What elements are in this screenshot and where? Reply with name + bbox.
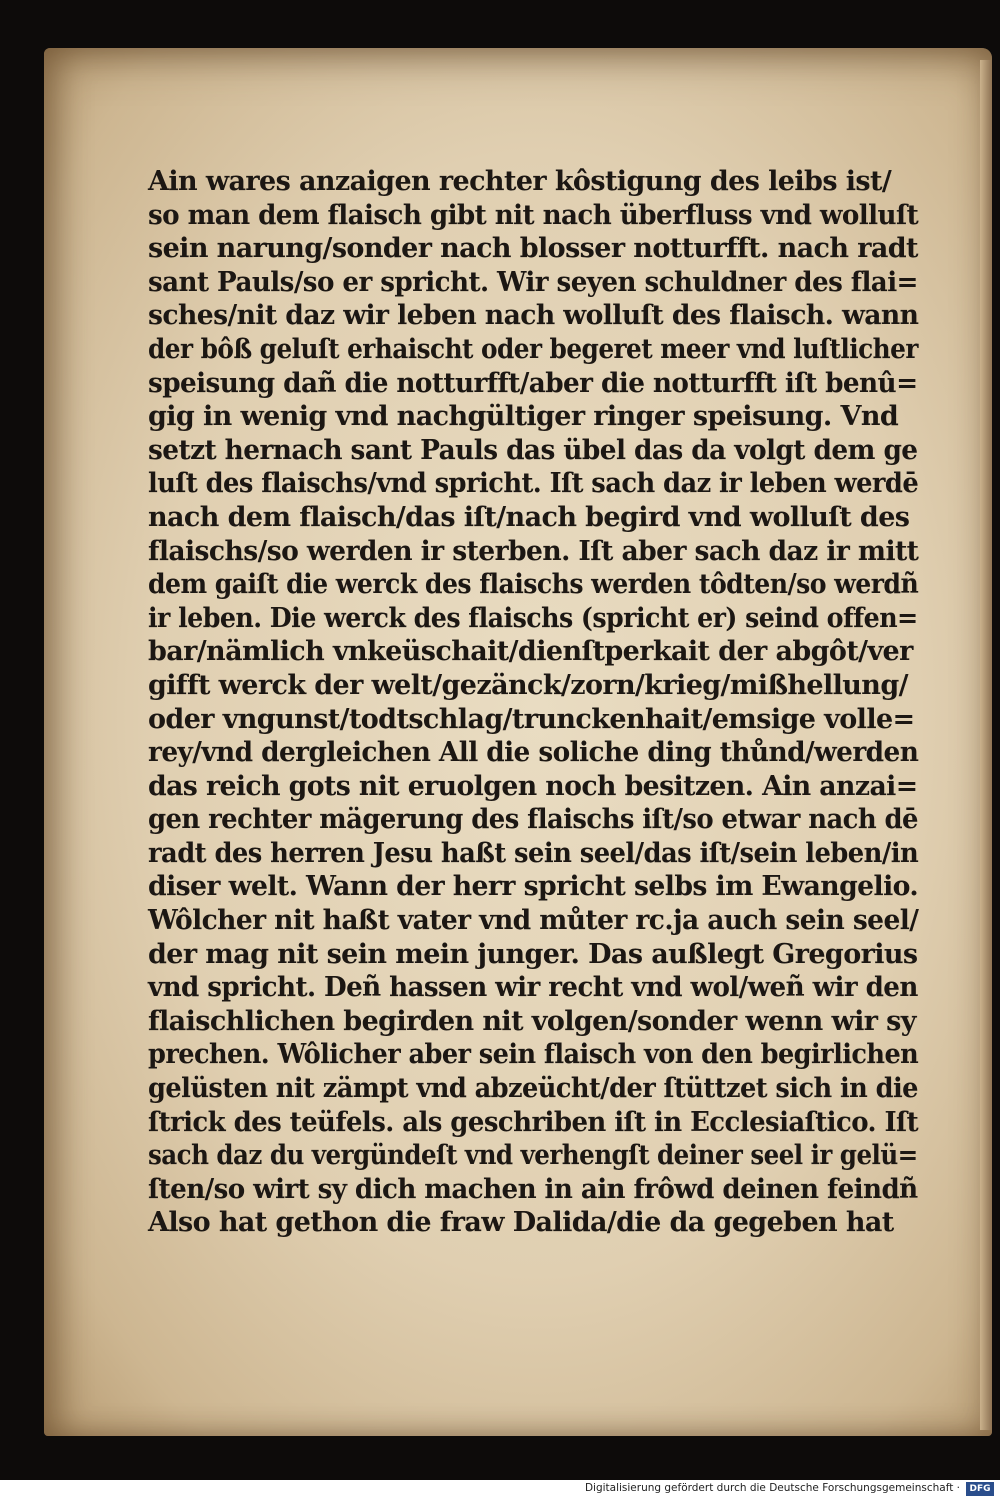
text-line: dem gaiſt die werck des flaischs werden tôdten/so werdñ <box>148 569 919 601</box>
text-line: Wôlcher nit haßt vater vnd můter rc.ja auch sein seel/ <box>148 905 919 937</box>
text-line: gig in wenig vnd nachgültiger ringer speisung. Vnd <box>148 401 899 433</box>
text-line: sach daz du vergündeſt vnd verhengſt deiner seel ir gelü= <box>148 1140 918 1172</box>
text-line: gen rechter mägerung des flaischs iſt/so etwar nach dē <box>148 804 918 836</box>
text-line: der bôß geluſt erhaischt oder begeret meer vnd luſtlicher <box>148 333 918 365</box>
text-line: ſtrick des teüfels. als geschriben iſt in Ecclesiaſtico. Iſt <box>148 1106 919 1138</box>
text-line: Ain wares anzaigen rechter kôstigung des leibs ist/ <box>148 166 892 197</box>
text-line: das reich gots nit eruolgen noch besitzen. Ain anzai= <box>148 770 918 802</box>
text-block <box>148 165 918 1240</box>
text-line: der mag nit sein mein junger. Das außlegt Gregorius <box>148 938 918 970</box>
text-line: oder vngunst/todtschlag/trunckenhait/emsige volle= <box>148 703 915 735</box>
text-line: flaischs/so werden ir sterben. Iſt aber sach daz ir mitt <box>148 535 919 567</box>
text-line: rey/vnd dergleichen All die soliche ding thůnd/werden <box>148 737 919 769</box>
text-line: prechen. Wôlicher aber sein flaisch von den begirlichen <box>148 1039 919 1071</box>
text-line: bar/nämlich vnkeüschait/dienſtperkait der abgôt/ver <box>148 636 913 668</box>
text-line: vnd spricht. Deñ hassen wir recht vnd wol/weñ wir den <box>148 972 918 1004</box>
text-line: Also hat gethon die fraw Dalida/die da gegeben hat <box>148 1207 894 1239</box>
text-line: flaischlichen begirden nit volgen/sonder wenn wir sy <box>148 1005 916 1037</box>
text-line: nach dem flaisch/das iſt/nach begird vnd wolluſt des <box>148 501 910 533</box>
page-edge <box>980 60 992 1430</box>
text-line: sant Pauls/so er spricht. Wir seyen schuldner des flai= <box>148 266 918 298</box>
text-line: radt des herren Jesu haßt sein seel/das iſt/sein leben/in <box>148 837 919 869</box>
text-line: ir leben. Die werck des flaischs (spricht er) seind offen= <box>148 602 918 634</box>
text-line: sches/nit daz wir leben nach wolluſt des flaisch. wann <box>148 300 919 332</box>
text-line: diser welt. Wann der herr spricht selbs im Ewangelio. <box>148 871 919 903</box>
text-line: ſten/so wirt sy dich machen in ain frôwd deinen feindñ <box>148 1173 918 1205</box>
text-line: sein narung/sonder nach blosser notturfft. nach radt <box>148 233 918 265</box>
text-line: gelüsten nit zämpt vnd abzeücht/der ſtüttzet sich in die <box>148 1073 918 1105</box>
text-line: luſt des flaischs/vnd spricht. Iſt sach daz ir leben werdē <box>148 468 919 500</box>
footer-bar <box>0 1480 1000 1499</box>
dfg-logo-icon: DFG <box>966 1482 994 1496</box>
text-line: so man dem flaisch gibt nit nach überfluss vnd wolluſt <box>148 199 919 231</box>
text-line: setzt hernach sant Pauls das übel das da volgt dem ge <box>148 434 918 466</box>
funding-credit: Digitalisierung gefördert durch die Deutsche Forschungsgemeinschaft · <box>584 1482 960 1494</box>
text-line: speisung dañ die notturfft/aber die notturfft iſt benû= <box>148 367 918 399</box>
text-line: gifft werck der welt/gezänck/zorn/krieg/mißhellung/ <box>148 669 908 701</box>
